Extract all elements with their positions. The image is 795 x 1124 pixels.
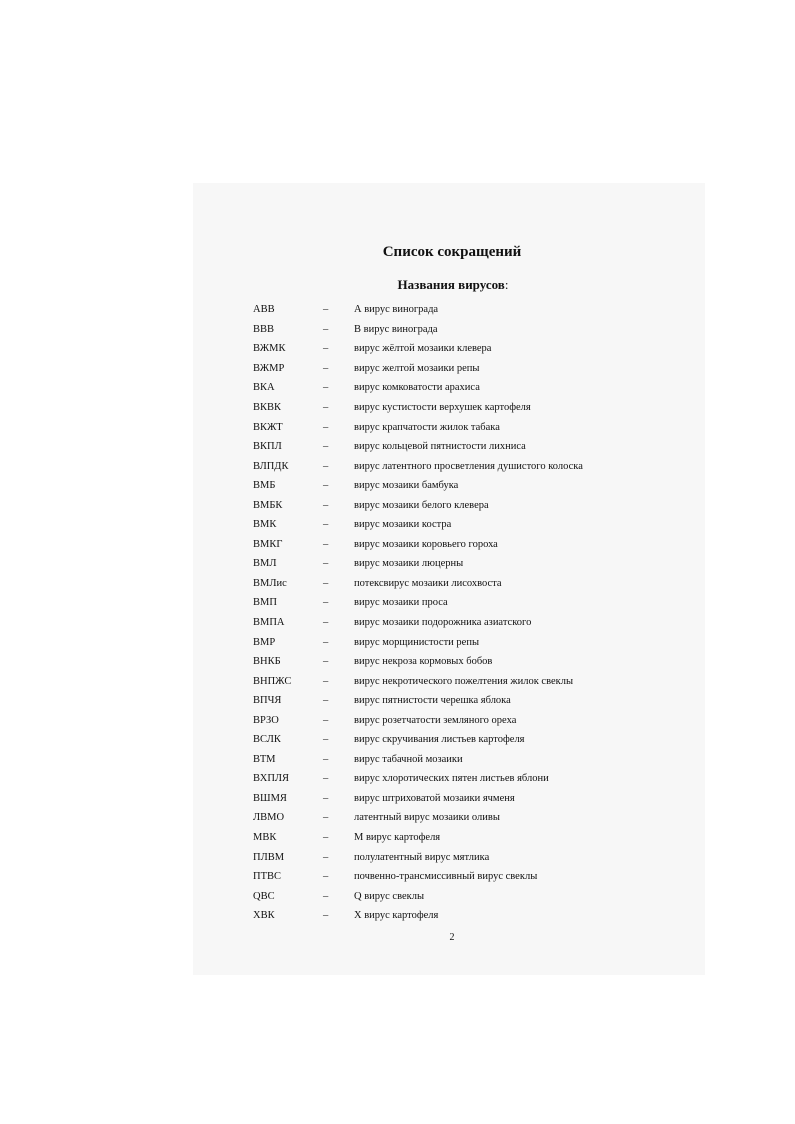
- abbreviation-code: ПТВС: [253, 871, 282, 883]
- abbreviation-list: [253, 300, 693, 926]
- abbreviation-row: [253, 769, 693, 789]
- abbreviation-definition: вирус розетчатости земляного ореха: [354, 714, 517, 726]
- abbreviation-definition: полулатентный вирус мятлика: [354, 851, 490, 863]
- abbreviation-row: [253, 710, 693, 730]
- separator-dash: –: [323, 577, 329, 589]
- abbreviation-definition: вирус жёлтой мозаики клевера: [354, 343, 492, 355]
- abbreviation-code: ВВВ: [253, 323, 275, 335]
- abbreviation-definition: вирус мозаики подорожника азиатского: [354, 617, 532, 629]
- abbreviation-row: [253, 652, 693, 672]
- separator-dash: –: [323, 734, 329, 746]
- abbreviation-row: [253, 300, 693, 320]
- separator-dash: –: [323, 441, 329, 453]
- abbreviation-code: ВНКБ: [253, 656, 281, 668]
- separator-dash: –: [323, 832, 329, 844]
- separator-dash: –: [323, 871, 329, 883]
- separator-dash: –: [323, 617, 329, 629]
- abbreviation-row: [253, 847, 693, 867]
- abbreviation-definition: вирус мозаики люцерны: [354, 558, 464, 570]
- separator-dash: –: [323, 538, 329, 550]
- separator-dash: –: [323, 890, 329, 902]
- abbreviation-row: [253, 417, 693, 437]
- abbreviation-definition: вирус скручивания листьев картофеля: [354, 734, 525, 746]
- abbreviation-definition: вирус морщинистости репы: [354, 636, 480, 648]
- abbreviation-code: ВРЗО: [253, 714, 279, 726]
- abbreviation-code: ЛВМО: [253, 812, 285, 824]
- abbreviation-definition: вирус мозаики коровьего гороха: [354, 538, 498, 550]
- abbreviation-row: [253, 867, 693, 887]
- separator-dash: –: [323, 402, 329, 413]
- separator-dash: –: [323, 910, 329, 922]
- abbreviation-code: ВСЛК: [253, 734, 281, 746]
- abbreviation-definition: вирус мозаики бамбука: [354, 480, 459, 492]
- separator-dash: –: [323, 656, 329, 668]
- abbreviation-code: QВС: [253, 890, 275, 902]
- abbreviation-code: ВМБК: [253, 499, 283, 511]
- separator-dash: –: [323, 304, 329, 316]
- abbreviation-row: [253, 808, 693, 828]
- abbreviation-definition: вирус мозаики белого клевера: [354, 499, 489, 511]
- abbreviation-row: [253, 750, 693, 770]
- abbreviation-row: [253, 886, 693, 906]
- abbreviation-row: [253, 730, 693, 750]
- abbreviation-code: ВПЧЯ: [253, 695, 282, 707]
- abbreviation-code: ВТМ: [253, 753, 276, 765]
- abbreviation-row: [253, 535, 693, 555]
- separator-dash: –: [323, 421, 329, 433]
- separator-dash: –: [323, 714, 329, 726]
- separator-dash: –: [323, 695, 329, 707]
- abbreviation-code: ВЖМК: [253, 343, 286, 355]
- abbreviation-definition: вирус некроза кормовых бобов: [354, 656, 493, 668]
- abbreviation-row: [253, 691, 693, 711]
- page-title: Список сокращений: [382, 244, 522, 260]
- abbreviation-row: [253, 495, 693, 515]
- abbreviation-code: ВЛПДК: [253, 460, 289, 472]
- abbreviation-definition: вирус комковатости арахиса: [354, 382, 480, 394]
- abbreviation-definition: вирус крапчатости жилок табака: [354, 421, 500, 433]
- abbreviation-code: ВМЛис: [253, 577, 287, 589]
- abbreviation-definition: Х вирус картофеля: [354, 910, 439, 922]
- separator-dash: –: [323, 675, 329, 687]
- abbreviation-definition: вирус кольцевой пятнистости лихниса: [354, 441, 526, 453]
- abbreviation-definition: потексвирус мозаики лисохвоста: [354, 577, 502, 589]
- page-number: 2: [449, 932, 455, 943]
- abbreviation-row: [253, 574, 693, 594]
- abbreviation-definition: вирус мозаики костра: [354, 519, 452, 531]
- abbreviation-code: ВКА: [253, 382, 275, 394]
- abbreviation-row: [253, 906, 693, 926]
- abbreviation-code: ВМЛ: [253, 558, 277, 570]
- abbreviation-definition: вирус хлоротических пятен листьев яблони: [354, 773, 549, 785]
- separator-dash: –: [323, 382, 329, 394]
- abbreviation-code: ВМР: [253, 636, 276, 648]
- section-heading-text: Названия вирусов: [397, 277, 505, 292]
- abbreviation-definition: вирус кустистости верхушек картофеля: [354, 402, 531, 413]
- separator-dash: –: [323, 362, 329, 374]
- abbreviation-code: ВКВК: [253, 402, 282, 413]
- abbreviation-code: ВКПЛ: [253, 441, 282, 453]
- abbreviation-code: ХВК: [253, 910, 275, 922]
- separator-dash: –: [323, 773, 329, 785]
- abbreviation-row: [253, 339, 693, 359]
- abbreviation-row: [253, 828, 693, 848]
- abbreviation-code: ВНПЖС: [253, 675, 292, 687]
- separator-dash: –: [323, 519, 329, 531]
- separator-dash: –: [323, 499, 329, 511]
- abbreviation-row: [253, 789, 693, 809]
- abbreviation-row: [253, 320, 693, 340]
- abbreviation-row: [253, 437, 693, 457]
- abbreviation-definition: вирус латентного просветления душистого колоска: [354, 460, 583, 472]
- abbreviation-definition: латентный вирус мозаики оливы: [354, 812, 500, 824]
- abbreviation-code: ВХПЛЯ: [253, 773, 290, 785]
- abbreviation-definition: вирус табачной мозаики: [354, 753, 463, 765]
- separator-dash: –: [323, 460, 329, 472]
- abbreviation-code: АВВ: [253, 304, 275, 316]
- abbreviation-code: ВШМЯ: [253, 792, 287, 804]
- separator-dash: –: [323, 323, 329, 335]
- abbreviation-code: ПЛВМ: [253, 851, 285, 863]
- abbreviation-code: ВМКГ: [253, 538, 283, 550]
- abbreviation-row: [253, 398, 693, 418]
- abbreviation-row: [253, 456, 693, 476]
- section-heading-suffix: :: [504, 277, 509, 292]
- abbreviation-code: ВМК: [253, 519, 277, 531]
- abbreviation-code: ВМП: [253, 597, 277, 609]
- abbreviation-row: [253, 554, 693, 574]
- abbreviation-code: ВМПА: [253, 617, 285, 629]
- separator-dash: –: [323, 480, 329, 492]
- abbreviation-definition: вирус штриховатой мозаики ячменя: [354, 792, 515, 804]
- abbreviation-definition: вирус мозаики проса: [354, 597, 448, 609]
- abbreviation-definition: вирус некротического пожелтения жилок свеклы: [354, 675, 574, 687]
- separator-dash: –: [323, 812, 329, 824]
- abbreviation-definition: М вирус картофеля: [354, 832, 441, 844]
- abbreviation-row: [253, 515, 693, 535]
- separator-dash: –: [323, 558, 329, 570]
- abbreviation-code: ВМБ: [253, 480, 276, 492]
- separator-dash: –: [323, 851, 329, 863]
- separator-dash: –: [323, 753, 329, 765]
- abbreviation-row: [253, 359, 693, 379]
- abbreviation-definition: Q вирус свеклы: [354, 890, 425, 902]
- abbreviation-code: ВКЖТ: [253, 421, 283, 433]
- abbreviation-row: [253, 476, 693, 496]
- separator-dash: –: [323, 597, 329, 609]
- abbreviation-code: МВК: [253, 832, 277, 844]
- abbreviation-row: [253, 613, 693, 633]
- abbreviation-definition: А вирус винограда: [354, 304, 439, 316]
- abbreviation-definition: почвенно-трансмиссивный вирус свеклы: [354, 871, 538, 883]
- abbreviation-row: [253, 632, 693, 652]
- abbreviation-definition: вирус пятнистости черешка яблока: [354, 695, 511, 707]
- abbreviation-code: ВЖМР: [253, 362, 285, 374]
- section-heading: [0, 277, 795, 293]
- abbreviation-row: [253, 378, 693, 398]
- separator-dash: –: [323, 792, 329, 804]
- separator-dash: –: [323, 636, 329, 648]
- abbreviation-definition: В вирус винограда: [354, 323, 438, 335]
- abbreviation-row: [253, 671, 693, 691]
- abbreviation-definition: вирус желтой мозаики репы: [354, 362, 480, 374]
- separator-dash: –: [323, 343, 329, 355]
- abbreviation-row: [253, 593, 693, 613]
